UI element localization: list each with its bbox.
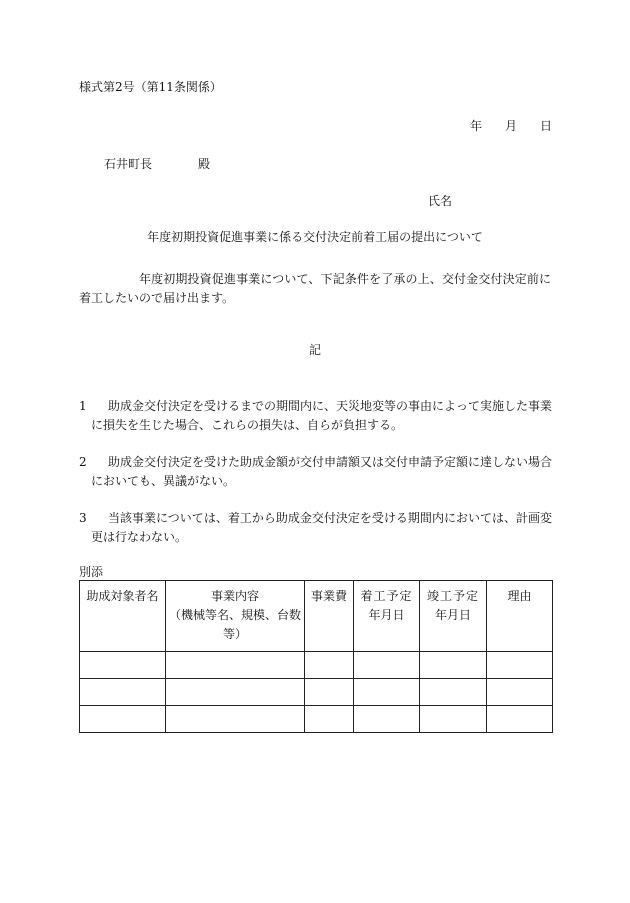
addressee: [104, 158, 210, 170]
date-line: [470, 120, 552, 132]
table-cell[interactable]: [487, 652, 553, 679]
addressee-name: 石井町長: [104, 157, 153, 171]
date-day: 日: [539, 119, 552, 133]
header-start-date: 着工予定 年月日: [354, 581, 420, 652]
header-project-content: 事業内容 （機械等名、規模、台数 等）: [166, 581, 305, 652]
condition-text: 当該事業については、着工から助成金交付決定を受ける期間内においては、計画変更は行なわない。: [91, 511, 552, 544]
table-cell[interactable]: [420, 652, 487, 679]
table-cell[interactable]: [305, 652, 354, 679]
table-cell[interactable]: [80, 679, 166, 706]
form-number: 様式第2号（第11条関係）: [79, 80, 222, 94]
condition-item: [79, 397, 552, 435]
addressee-honorific: 殿: [198, 157, 211, 171]
header-completion-date: 竣工予定 年月日: [420, 581, 487, 652]
condition-text: 助成金交付決定を受けるまでの期間内に、天災地変等の事由によって実施した事業に損失を生じた場合、これらの損失は、自らが負担する。: [91, 399, 553, 432]
table-cell[interactable]: [305, 706, 354, 733]
table-cell[interactable]: [80, 706, 166, 733]
table-cell[interactable]: [354, 679, 420, 706]
ki-heading: 記: [308, 343, 321, 357]
header-recipient-name: 助成対象者名: [80, 581, 166, 652]
table-cell[interactable]: [420, 679, 487, 706]
table-cell[interactable]: [305, 679, 354, 706]
date-year: 年: [470, 119, 483, 133]
table-row: [80, 679, 553, 706]
condition-number: 3: [79, 511, 87, 525]
condition-number: 1: [79, 399, 87, 413]
attachment-table: [79, 580, 553, 733]
table-cell[interactable]: [166, 679, 305, 706]
table-cell[interactable]: [487, 679, 553, 706]
intro-paragraph: 年度初期投資促進事業について、下記条件を了承の上、交付金交付決定前に着工したいので届け出ます。: [79, 272, 551, 305]
table-cell[interactable]: [166, 706, 305, 733]
table-cell[interactable]: [487, 706, 553, 733]
condition-item: [79, 453, 552, 491]
applicant-name-label: 氏名: [428, 194, 453, 208]
table-row: [80, 706, 553, 733]
date-month: 月: [504, 119, 517, 133]
header-reason: 理由: [487, 581, 553, 652]
condition-number: 2: [79, 455, 87, 469]
table-cell[interactable]: [354, 706, 420, 733]
condition-item: [79, 509, 552, 547]
table-cell[interactable]: [80, 652, 166, 679]
table-cell[interactable]: [166, 652, 305, 679]
document-subject: 年度初期投資促進事業に係る交付決定前着工届の提出について: [147, 230, 483, 244]
header-project-cost: 事業費: [305, 581, 354, 652]
attachment-label: 別添: [79, 565, 104, 579]
table-row: [80, 652, 553, 679]
table-cell[interactable]: [354, 652, 420, 679]
attachment-header-row: [80, 581, 553, 652]
condition-text: 助成金交付決定を受けた助成金額が交付申請額又は交付申請予定額に達しない場合においても、異議がない。: [91, 455, 553, 488]
table-cell[interactable]: [420, 706, 487, 733]
